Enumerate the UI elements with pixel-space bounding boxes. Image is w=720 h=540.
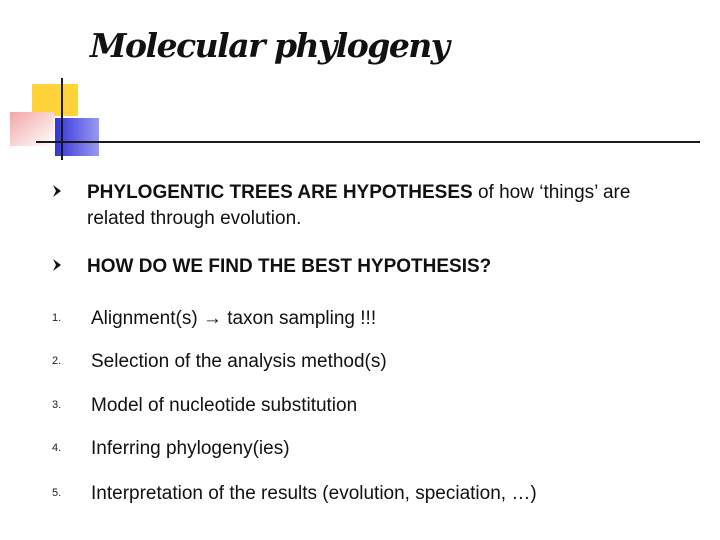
item-number: 2. [52, 355, 62, 367]
item-text-before: Alignment(s) [91, 308, 203, 329]
decor-yellow-square [32, 84, 78, 116]
item-number: 1. [52, 312, 62, 324]
slide-title: Molecular phylogeny [90, 26, 449, 65]
item-number: 5. [52, 487, 62, 499]
item-text-after: taxon sampling !!! [221, 308, 377, 329]
decor-red-square [10, 112, 54, 146]
item-text: Selection of the analysis method(s) [91, 351, 387, 372]
item-number: 3. [52, 399, 62, 411]
item-number: 4. [52, 442, 62, 454]
arrowhead-bullet-icon [52, 258, 62, 272]
bullet-normal-text: of how ‘things’ are [472, 182, 631, 203]
bullet-continuation-text: related through evolution. [87, 208, 302, 229]
bullet-bold-text: PHYLOGENTIC TREES ARE HYPOTHESES [87, 182, 473, 203]
item-text: Model of nucleotide substitution [91, 395, 358, 416]
item-text [91, 306, 701, 332]
bullet-bold-text: HOW DO WE FIND THE BEST HYPOTHESIS? [87, 256, 492, 277]
item-text: Interpretation of the results (evolution, speciation, …) [91, 483, 537, 504]
arrowhead-bullet-icon [52, 184, 62, 198]
item-text: Inferring phylogeny(ies) [91, 438, 290, 459]
right-arrow-icon: → [202, 308, 222, 329]
bullet-text [87, 180, 687, 232]
